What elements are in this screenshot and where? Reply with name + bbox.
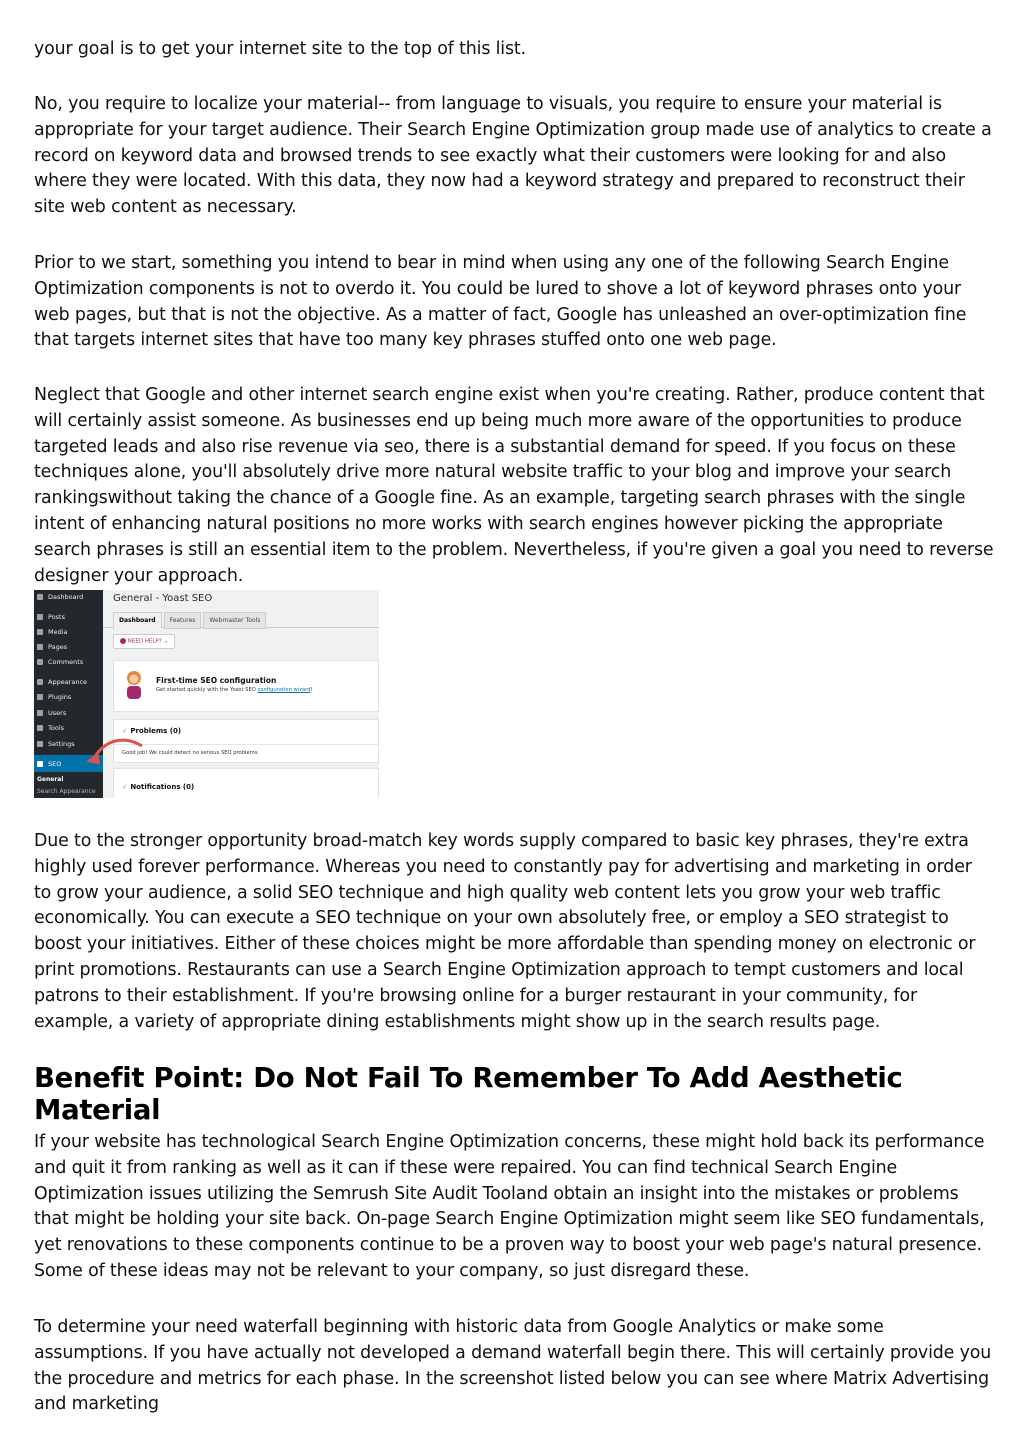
sidebar-item-users: Users <box>34 706 103 720</box>
notifications-title: ✓ Notifications (0) <box>122 783 195 791</box>
question-icon <box>120 638 126 644</box>
comments-icon <box>37 659 43 665</box>
tab-bar <box>113 612 266 629</box>
problems-title: ✓ Problems (0) <box>122 727 182 735</box>
paragraph-7: To determine your need waterfall beginning with historic data from Google Analytics or make some assumptions. If you have actually not developed a demand waterfall begin there. This will certainly provide you the procedure and metrics for each phase. In the screenshot listed below you can see where Matrix Advertising and marketing <box>34 1317 992 1415</box>
brush-icon <box>37 679 43 685</box>
tab-dashboard: Dashboard <box>113 612 162 629</box>
config-card <box>113 660 379 712</box>
dashboard-icon <box>37 594 43 600</box>
media-icon <box>37 629 43 635</box>
paragraph-2: No, you require to localize your material-- from language to visuals, you require to ensure your material is appropriate for your target audience. Their Search Engine Optimization group made use of analytics to create a record on keyword data and browsed trends to see exactly what their customers were looking for and also where they were located. With this data, they now had a keyword strategy and prepared to reconstruct their site web content as necessary. <box>34 94 992 218</box>
paragraph-3: Prior to we start, something you intend to bear in mind when using any one of the following Search Engine Optimization components is not to overdo it. You could be lured to shove a lot of keyword phrases onto your web pages, but that is not the objective. As a matter of fact, Google has unleashed an over-optimization fine that targets internet sites that have too many key phrases stuffed onto one web page. <box>34 253 967 351</box>
sidebar-item-plugins: Plugins <box>34 690 103 704</box>
sidebar-subitem-general: General <box>37 776 64 783</box>
config-title: First-time SEO configuration <box>156 676 277 685</box>
page-title: General - Yoast SEO <box>113 593 213 604</box>
plugin-icon <box>37 694 43 700</box>
sidebar-item-seo: SEO <box>34 755 103 772</box>
tab-webmaster-tools: Webmaster Tools <box>203 612 266 629</box>
paragraph-1: your goal is to get your internet site to the top of this list. <box>34 39 526 59</box>
chevron-down-icon: ⌄ <box>163 638 169 645</box>
sidebar-item-pages: Pages <box>34 640 103 654</box>
pages-icon <box>37 644 43 650</box>
wrench-icon <box>37 725 43 731</box>
settings-icon <box>37 741 43 747</box>
paragraph-4: Neglect that Google and other internet search engine exist when you're creating. Rather, produce content that will certainly assist someone. As businesses end up being much more aware of the opportunities to produce targeted leads and also rise revenue via seo, there is a substantial demand for speed. If you focus on these techniques alone, you'll absolutely drive more natural website traffic to your blog and improve your search rankingswithout taking the chance of a Google fine. As an example, targeting search phrases with the single intent of enhancing natural positions no more works with search engines however picking the appropriate search phrases is still an essential item to the problem. Nevertheless, if you're given a goal you need to reverse designer your approach. <box>34 385 994 586</box>
check-icon: ✓ <box>122 727 128 735</box>
sidebar-item-posts: Posts <box>34 610 103 624</box>
yoast-avatar-icon <box>122 669 146 701</box>
section-heading: Benefit Point: Do Not Fail To Remember To Add Aesthetic Material <box>34 1062 903 1126</box>
article-image-yoast-screenshot <box>34 590 379 798</box>
configuration-wizard-link: configuration wizard <box>257 687 311 693</box>
paragraph-5: Due to the stronger opportunity broad-match key words supply compared to basic key phrases, they're extra highly used forever performance. Whereas you need to constantly pay for advertising and marketing in order to grow your audience, a solid SEO technique and high quality web content lets you grow your web traffic economically. You can execute a SEO technique on your own absolutely free, or employ a SEO strategist to boost your initiatives. Either of these choices might be more affordable than spending money on electronic or print promotions. Restaurants can use a Search Engine Optimization approach to tempt customers and local patrons to their establishment. If you're browsing online for a burger restaurant in your community, for example, a variety of appropriate dining establishments might show up in the search results page. <box>34 831 976 1032</box>
pin-icon <box>37 614 43 620</box>
sidebar-subitem-search-appearance: Search Appearance <box>37 788 96 795</box>
sidebar-item-media: Media <box>34 625 103 639</box>
sidebar-item-tools: Tools <box>34 721 103 735</box>
problems-card <box>113 719 379 763</box>
user-icon <box>37 710 43 716</box>
config-text: Get started quickly with the Yoast SEO configuration wizard! <box>156 687 313 693</box>
paragraph-6: If your website has technological Search Engine Optimization concerns, these might hold back its performance and quit it from ranking as well as it can if these were repaired. You can find technical Search Engine Optimization issues utilizing the Semrush Site Audit Tooland obtain an insight into the mistakes or problems that might be holding your site back. On-page Search Engine Optimization might seem like SEO fundamentals, yet renovations to these components continue to be a proven way to boost your web page's natural presence. Some of these ideas may not be relevant to your company, so just disregard these. <box>34 1132 985 1281</box>
sidebar-item-appearance: Appearance <box>34 675 103 689</box>
problems-text: Good job! We could detect no serious SEO problems. <box>122 750 260 756</box>
notifications-card <box>113 768 379 798</box>
divider <box>114 744 378 745</box>
check-icon: ✓ <box>122 783 128 791</box>
tab-features: Features <box>164 612 202 629</box>
sidebar-item-comments: Comments <box>34 655 103 669</box>
sidebar-item-dashboard: Dashboard <box>34 590 103 604</box>
sidebar-item-settings: Settings <box>34 737 103 751</box>
yoast-icon <box>37 761 43 767</box>
need-help-button: NEED HELP? ⌄ <box>113 634 175 649</box>
red-arrow-icon <box>76 736 146 771</box>
